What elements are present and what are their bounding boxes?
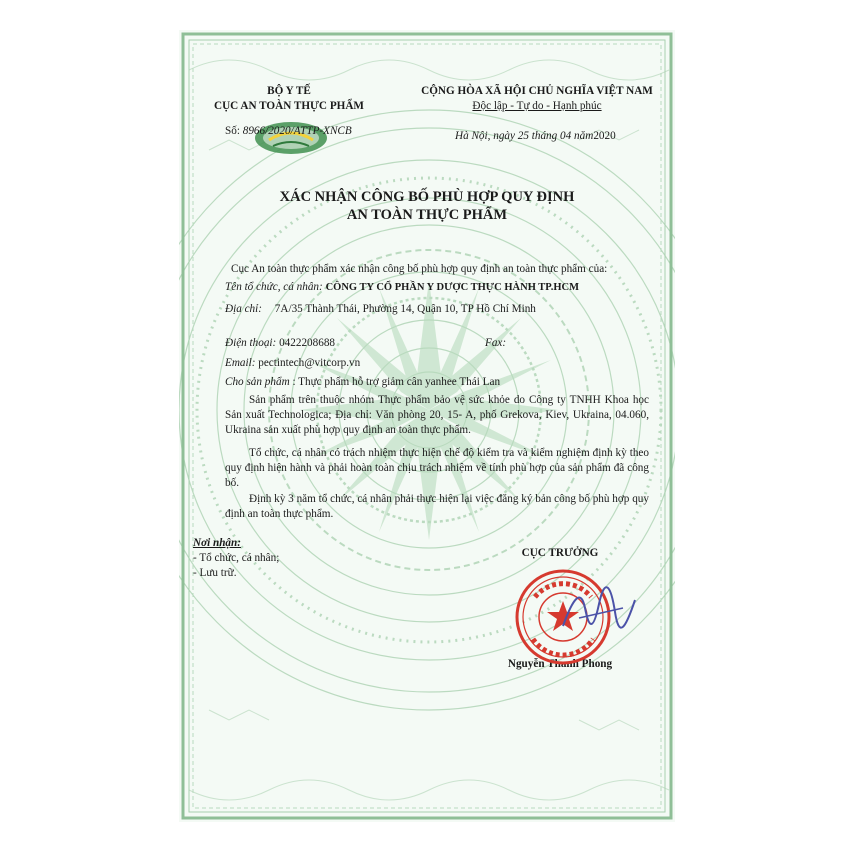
- ministry-name: BỘ Y TẾ: [267, 85, 311, 97]
- document-number: [225, 124, 352, 139]
- phone-line: [225, 336, 335, 351]
- address-value: 7A/35 Thành Thái, Phường 14, Quận 10, TP Hồ Chí Minh: [274, 303, 536, 315]
- signer-name: Nguyễn Thanh Phong: [507, 658, 613, 670]
- email-line: [225, 356, 360, 371]
- paragraph-manufacturer: Sản phẩm trên thuộc nhóm Thực phẩm bảo vệ sức khỏe do Công ty TNHH Khoa học Sản xuất Technologica; Địa chỉ: Văn phòng 20, 15- A, phố Grekova, Kiev, Ukraina, 04.060, Ukraina sản xuất phù hợp quy định an toàn thực phẩm.: [225, 394, 649, 436]
- product-line: [225, 375, 500, 390]
- document-title-line2: AN TOÀN THỰC PHẨM: [346, 207, 508, 223]
- handwritten-signature: [559, 578, 639, 642]
- phone-value: 0422208688: [279, 337, 336, 349]
- number-label: Số:: [225, 125, 240, 137]
- country-name: CỘNG HÒA XÃ HỘI CHỦ NGHĨA VIỆT NAM: [421, 85, 653, 97]
- issue-date: [455, 129, 616, 144]
- date-prefix: Hà Nội, ngày: [455, 130, 515, 142]
- recipients-label: Nơi nhận:: [193, 537, 241, 549]
- national-motto: Độc lập - Tự do - Hạnh phúc: [472, 100, 602, 112]
- date-year-label: năm: [574, 130, 594, 142]
- paragraph-renewal: Định kỳ 3 năm tổ chức, cá nhân phải thực hiện lại việc đăng ký bản công bố phù hợp quy định an toàn thực phẩm.: [225, 493, 649, 520]
- product-label: Cho sản phẩm: [225, 376, 290, 388]
- date-month-label: tháng: [531, 130, 558, 142]
- organization-label: Tên tổ chức, cá nhân:: [225, 281, 323, 293]
- department-name: CỤC AN TOÀN THỰC PHẨM: [213, 100, 364, 112]
- recipient-item: - Lưu trữ.: [193, 567, 237, 579]
- email-label: Email:: [225, 357, 256, 369]
- address-label: Địa chỉ:: [225, 303, 262, 315]
- document-title-line1: XÁC NHẬN CÔNG BỐ PHÙ HỢP QUY ĐỊNH: [279, 189, 575, 205]
- recipient-item: - Tổ chức, cá nhân;: [193, 552, 280, 564]
- date-day: 25: [517, 130, 529, 142]
- product-value: : Thực phẩm hỗ trợ giảm cân yanhee Thái Lan: [292, 376, 501, 388]
- paragraph-responsibility: Tổ chức, cá nhân có trách nhiệm thực hiện chế độ kiểm tra và kiểm nghiệm định kỳ theo quy định hiện hành và phải hoàn toàn chịu trách nhiệm về tính phù hợp của sản phẩm đã công bố.: [225, 447, 649, 489]
- organization-line: [225, 280, 579, 295]
- email-value: pectintech@vitcorp.vn: [258, 357, 361, 369]
- address-line: [225, 302, 536, 317]
- date-year: 2020: [593, 130, 616, 142]
- intro-text: Cục An toàn thực phẩm xác nhận công bố phù hợp quy định an toàn thực phẩm của:: [231, 263, 608, 275]
- signer-title: CỤC TRƯỞNG: [521, 547, 599, 559]
- date-month: 04: [560, 130, 572, 142]
- number-value: 8966/2020/ATTP-XNCB: [242, 125, 352, 137]
- certificate-page: [179, 30, 675, 822]
- phone-label: Điện thoại:: [225, 337, 277, 349]
- organization-value: CÔNG TY CỔ PHẦN Y DƯỢC THỰC HÀNH TP.HCM: [325, 282, 580, 293]
- fax-label: Fax:: [485, 337, 507, 349]
